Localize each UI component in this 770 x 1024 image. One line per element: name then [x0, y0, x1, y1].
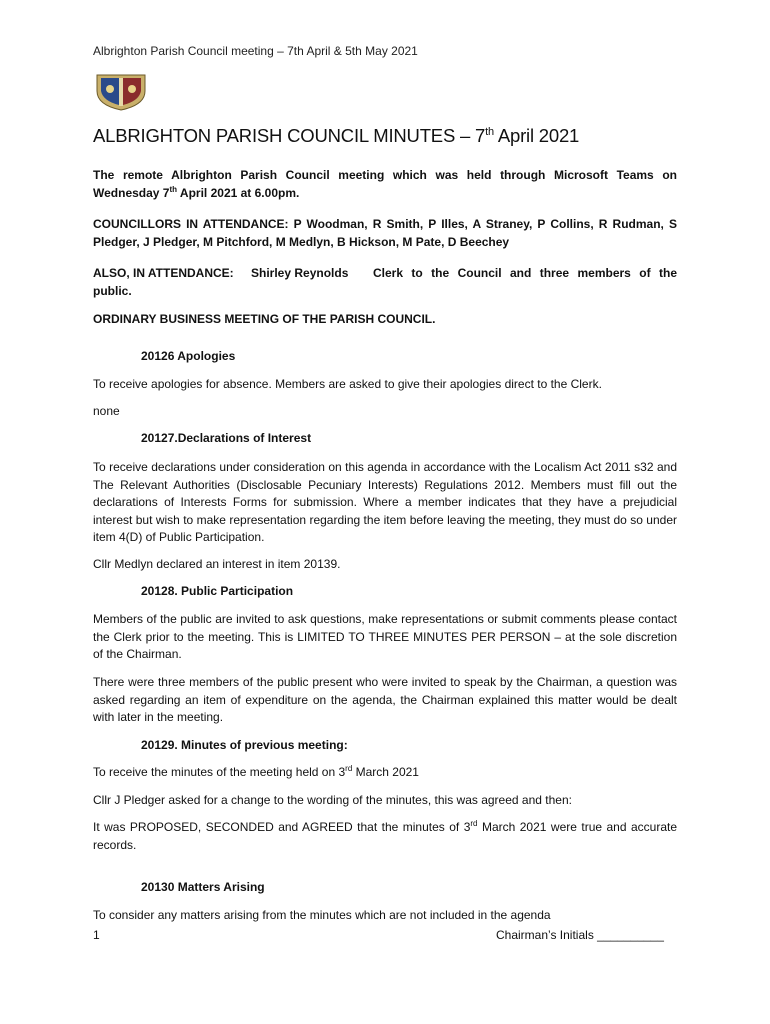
apologies-text: To receive apologies for absence. Members are asked to give their apologies direct to the Clerk. [93, 377, 602, 391]
running-header: Albrighton Parish Council meeting – 7th April & 5th May 2021 [93, 44, 418, 58]
declarations-text: To receive declarations under consideration on this agenda in accordance with the Localism Act 2011 s32 and The Relevant Authorities (Disclosable Pecuniary Interests) Regulations 2012. Members must fill out the declarations of Interests Forms for submission. Where a member indicates that they have a prejudicial interest but wish to make representation regarding the item before leaving the meeting, they must do so under item 4(D) of Public Participation. [93, 460, 677, 544]
item-heading-matters-arising: 20130 Matters Arising [141, 880, 265, 894]
page-title: ALBRIGHTON PARISH COUNCIL MINUTES – 7th April 2021 [93, 125, 580, 146]
minutes-text: To receive the minutes of the meeting held on 3rd March 2021 [93, 764, 419, 779]
item-heading-public-participation: 20128. Public Participation [141, 584, 294, 598]
chairman-initials: Chairman’s Initials __________ [496, 928, 664, 942]
matters-arising-text: To consider any matters arising from the minutes which are not included in the agenda [93, 908, 551, 922]
parish-crest-icon [95, 71, 147, 111]
page-number: 1 [93, 928, 100, 942]
councillors-attendance: COUNCILLORS IN ATTENDANCE: P Woodman, R Smith, P Illes, A Straney, P Collins, R Rudman, S Pledger, J Pledger, M Pitchford, M Medlyn, B Hickson, M Pate, D Beechey [93, 217, 677, 249]
also-attendance: ALSO, IN ATTENDANCE: Shirley Reynolds Clerk to the Council and three members of the public. [93, 266, 677, 298]
item-heading-declarations: 20127.Declarations of Interest [141, 431, 312, 445]
declarations-note: Cllr Medlyn declared an interest in item 20139. [93, 557, 341, 571]
ordinary-business-heading: ORDINARY BUSINESS MEETING OF THE PARISH COUNCIL. [93, 312, 436, 326]
intro-paragraph: The remote Albrighton Parish Council meeting which was held through Microsoft Teams on Wednesday 7th April 2021 at 6.00pm. [93, 168, 677, 200]
public-participation-text: Members of the public are invited to ask questions, make representations or submit comments please contact the Clerk prior to the meeting. This is LIMITED TO THREE MINUTES PER PERSON – at the sole discretion of the Chairman. [93, 612, 677, 661]
item-heading-minutes: 20129. Minutes of previous meeting: [141, 738, 348, 752]
minutes-agreed: It was PROPOSED, SECONDED and AGREED that the minutes of 3rd March 2021 were true and accurate records. [93, 819, 678, 852]
minutes-note: Cllr J Pledger asked for a change to the wording of the minutes, this was agreed and then: [93, 793, 572, 807]
apologies-note: none [93, 404, 120, 418]
public-participation-note: There were three members of the public present who were invited to speak by the Chairman, a question was asked regarding an item of expenditure on the agenda, the Chairman explained this matter would be dealt with later in the meeting. [93, 675, 677, 724]
item-heading-apologies: 20126 Apologies [141, 349, 236, 363]
